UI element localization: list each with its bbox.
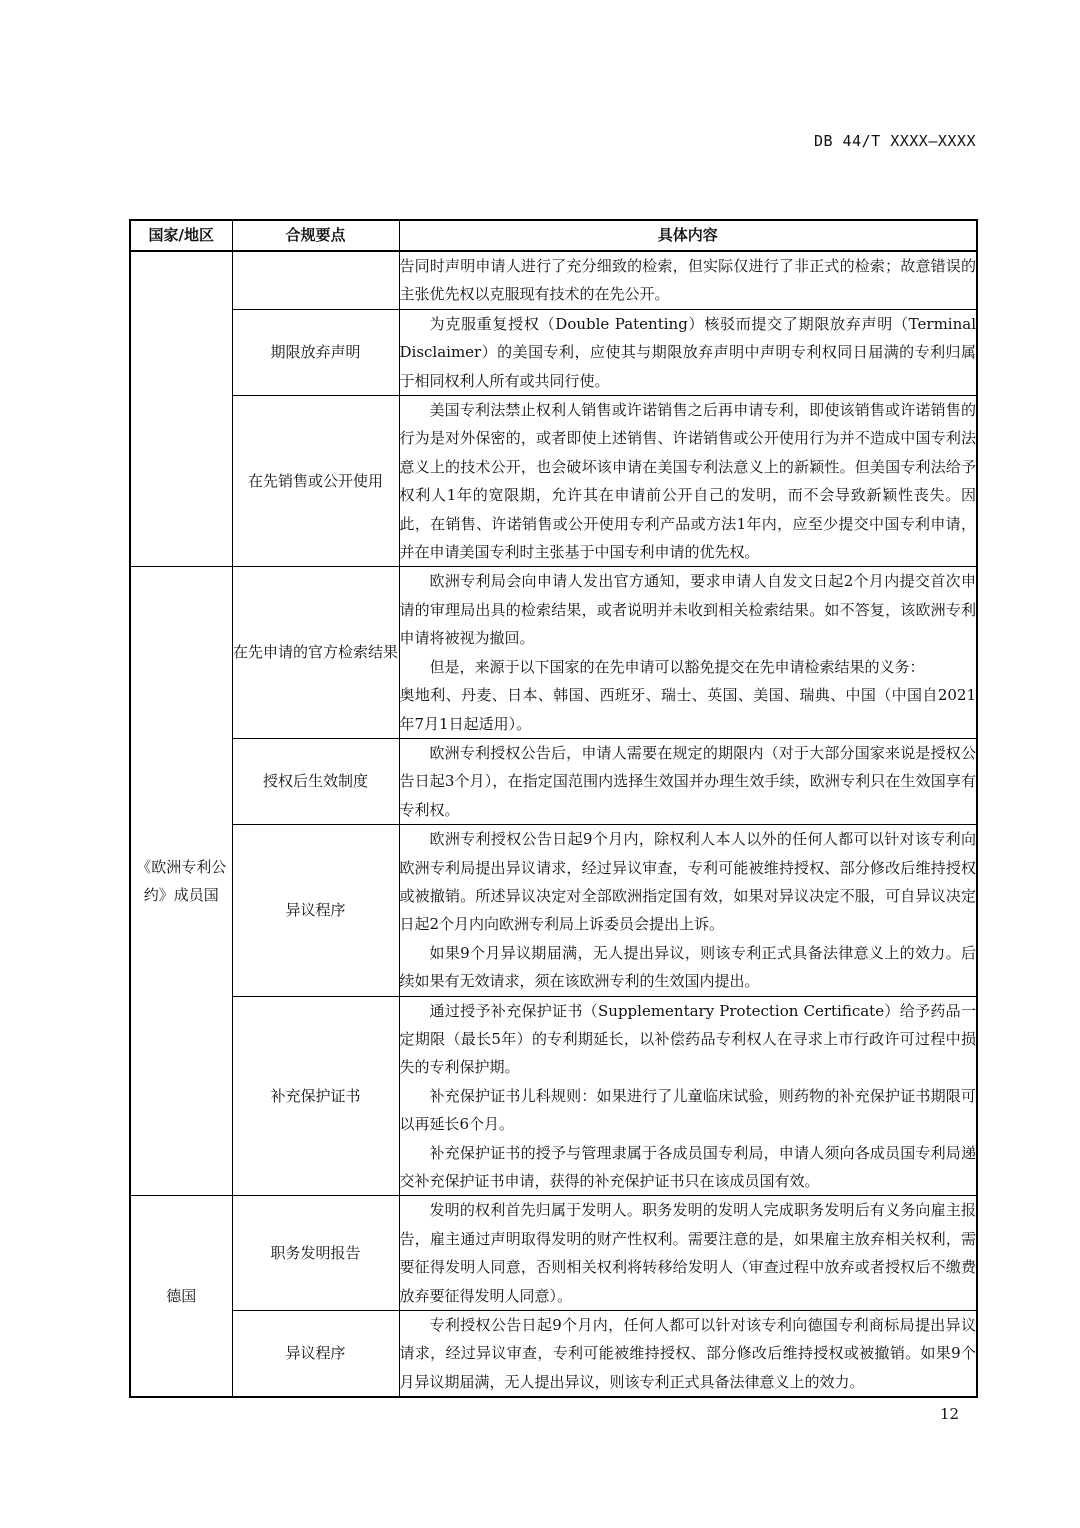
content-cell [399, 825, 977, 996]
table-row [130, 1311, 977, 1398]
point-cell: 职务发明报告 [232, 1196, 399, 1311]
content-paragraph: 补充保护证书的授予与管理隶属于各成员国专利局，申请人须向各成员国专利局递交补充保护证书申请，获得的补充保护证书只在该成员国有效。 [399, 1143, 976, 1190]
content-paragraph: 欧洲专利授权公告日起9个月内，除权利人本人以外的任何人都可以针对该专利向欧洲专利局提出异议请求，经过异议审查，专利可能被维持授权、部分修改后维持授权或被撤销。所述异议决定对全部欧洲指定国有效，如果对异议决定不服，可自异议决定日起2个月内向欧洲专利局上诉委员会提出上诉。 [399, 830, 976, 934]
content-paragraph: 欧洲专利局会向申请人发出官方通知，要求申请人自发文日起2个月内提交首次申请的审理局出具的检索结果，或者说明并未收到相关检索结果。如不答复，该欧洲专利申请将被视为撤回。 [399, 572, 976, 648]
content-cell [399, 567, 977, 738]
country-cell-epc: 《欧洲专利公约》成员国 [130, 567, 232, 1196]
document-code: DB 44/T XXXX—XXXX [813, 132, 976, 150]
point-cell: 补充保护证书 [232, 996, 399, 1196]
content-paragraph: 通过授予补充保护证书（Supplementary Protection Certificate）给予药品一定期限（最长5年）的专利期延长，以补偿药品专利权人在寻求上市行政许可过程中损失的专利保护期。 [399, 1001, 976, 1077]
content-paragraph: 欧洲专利授权公告后，申请人需要在规定的期限内（对于大部分国家来说是授权公告日起3个月），在指定国范围内选择生效国并办理生效手续，欧洲专利只在生效国享有专利权。 [399, 743, 976, 819]
content-cell [399, 309, 977, 395]
header-compliance-point: 合规要点 [232, 220, 399, 251]
content-cell [399, 1196, 977, 1311]
table-row [130, 1196, 977, 1311]
table-row [130, 567, 977, 738]
point-cell: 在先申请的官方检索结果 [232, 567, 399, 738]
content-cell [399, 251, 977, 309]
table-row [130, 396, 977, 567]
table-header-row [130, 220, 977, 251]
country-cell-us-continued [130, 251, 232, 567]
header-country: 国家/地区 [130, 220, 232, 251]
content-cell [399, 1311, 977, 1398]
table-row [130, 251, 977, 309]
point-cell: 异议程序 [232, 825, 399, 996]
header-content: 具体内容 [399, 220, 977, 251]
point-cell [232, 251, 399, 309]
point-cell: 期限放弃声明 [232, 309, 399, 395]
table-row [130, 738, 977, 824]
table-row [130, 309, 977, 395]
table-row [130, 825, 977, 996]
content-paragraph: 专利授权公告日起9个月内，任何人都可以针对该专利向德国专利商标局提出异议请求，经过异议审查，专利可能被维持授权、部分修改后维持授权或被撤销。如果9个月异议期届满，无人提出异议，则该专利正式具备法律意义上的效力。 [399, 1316, 976, 1391]
table-row [130, 996, 977, 1196]
country-cell-germany: 德国 [130, 1196, 232, 1397]
content-cell [399, 738, 977, 824]
content-paragraph: 为克服重复授权（Double Patenting）核驳而提交了期限放弃声明（Terminal Disclaimer）的美国专利，应使其与期限放弃声明中声明专利权同日届满的专利归属于相同权利人所有或共同行使。 [399, 314, 976, 390]
point-cell: 异议程序 [232, 1311, 399, 1398]
compliance-table [129, 219, 978, 1398]
content-paragraph: 奥地利、丹麦、日本、韩国、西班牙、瑞士、英国、美国、瑞典、中国（中国自2021年7月1日起适用）。 [399, 686, 976, 733]
content-paragraph: 美国专利法禁止权利人销售或许诺销售之后再申请专利，即使该销售或许诺销售的行为是对外保密的，或者即使上述销售、许诺销售或公开使用行为并不造成中国专利法意义上的技术公开，也会破坏该申请在美国专利法意义上的新颖性。但美国专利法给予权利人1年的宽限期，允许其在申请前公开自己的发明，而不会导致新颖性丧失。因此，在销售、许诺销售或公开使用专利产品或方法1年内，应至少提交中国专利申请，并在申请美国专利时主张基于中国专利申请的优先权。 [399, 401, 976, 562]
point-cell: 在先销售或公开使用 [232, 396, 399, 567]
content-paragraph: 发明的权利首先归属于发明人。职务发明的发明人完成职务发明后有义务向雇主报告，雇主通过声明取得发明的财产性权利。需要注意的是，如果雇主放弃相关权利，需要征得发明人同意，否则相关权利将转移给发明人（审查过程中放弃或者授权后不缴费放弃要征得发明人同意）。 [399, 1201, 976, 1305]
page-number: 12 [940, 1405, 960, 1423]
content-paragraph: 如果9个月异议期届满，无人提出异议，则该专利正式具备法律意义上的效力。后续如果有无效请求，须在该欧洲专利的生效国内提出。 [399, 943, 976, 991]
content-cell [399, 996, 977, 1196]
content-paragraph: 但是，来源于以下国家的在先申请可以豁免提交在先申请检索结果的义务： [429, 657, 925, 676]
content-paragraph: 补充保护证书儿科规则：如果进行了儿童临床试验，则药物的补充保护证书期限可以再延长6个月。 [399, 1086, 976, 1134]
point-cell: 授权后生效制度 [232, 738, 399, 824]
content-paragraph: 告同时声明申请人进行了充分细致的检索，但实际仅进行了非正式的检索；故意错误的主张优先权以克服现有技术的在先公开。 [399, 257, 976, 304]
content-cell [399, 396, 977, 567]
